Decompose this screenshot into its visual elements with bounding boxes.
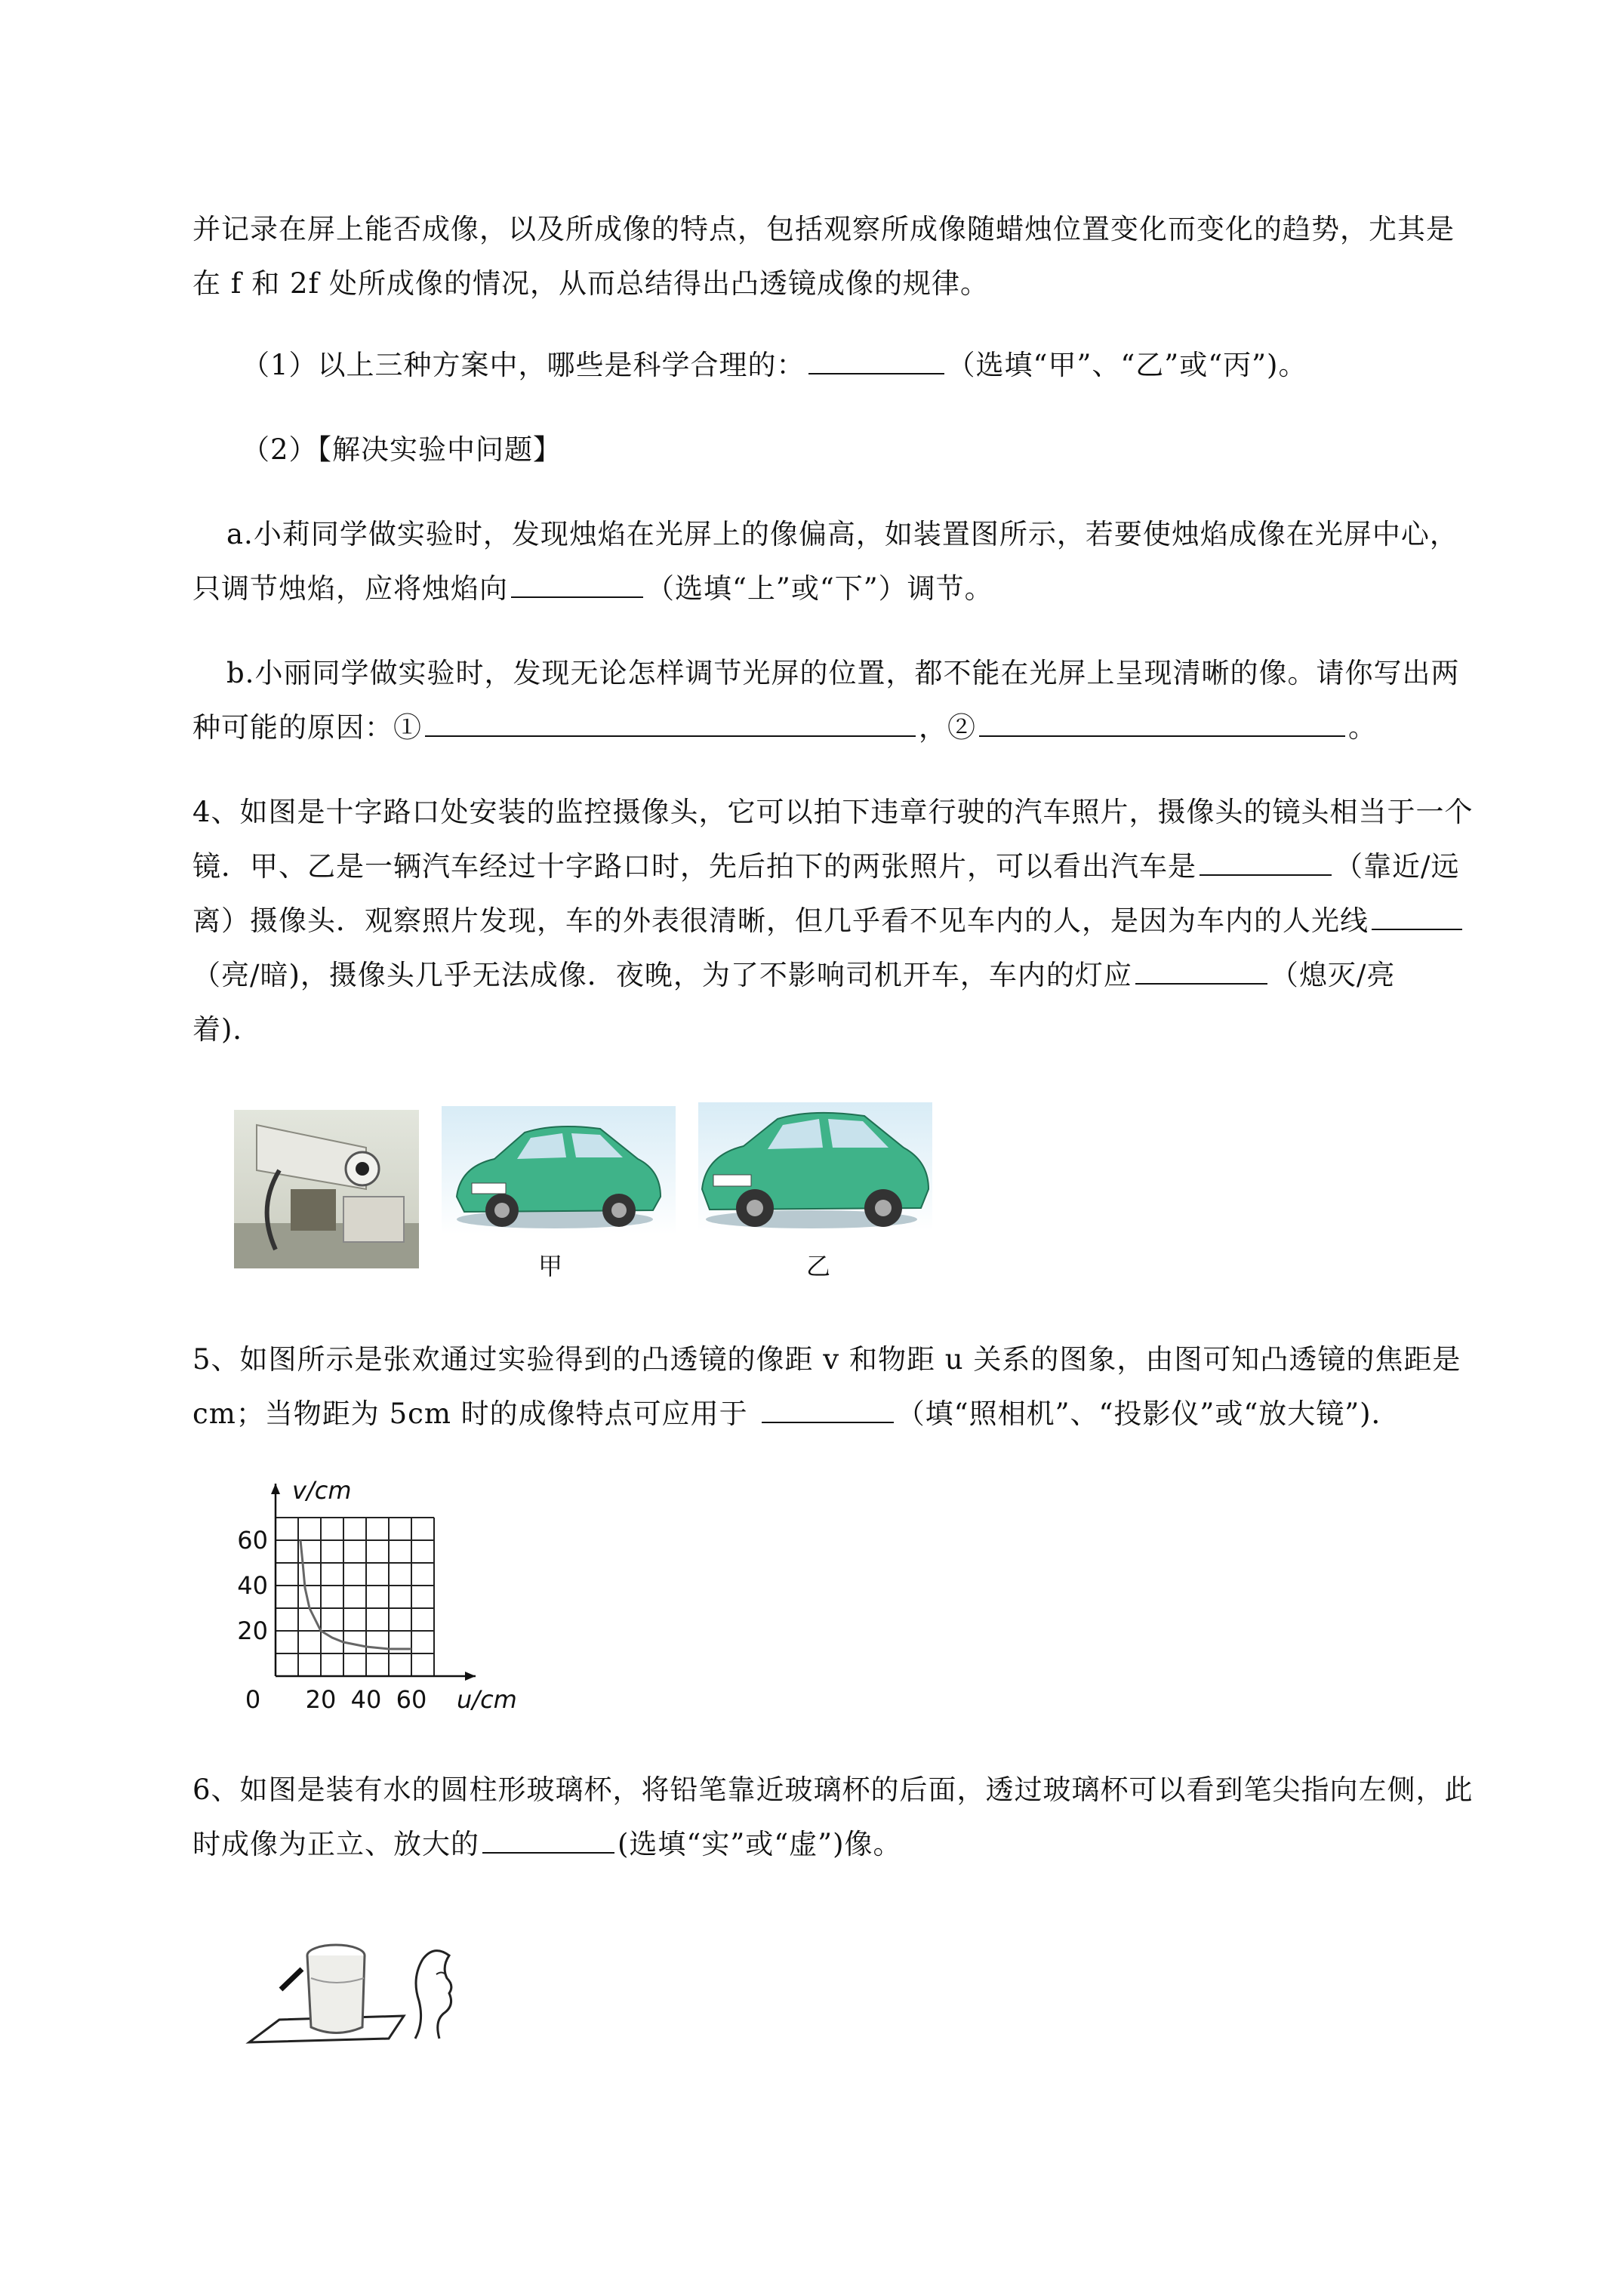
x-tick-label: 60 — [396, 1685, 427, 1714]
question-b-line2: 种可能的原因：① ，② 。 — [192, 711, 1377, 744]
car-illustration-yi — [698, 1102, 932, 1231]
question-4-line4: （亮/暗)，摄像头几乎无法成像．夜晚，为了不影响司机开车，车内的灯应 （熄灭/亮 — [192, 959, 1396, 991]
question-1: （1）以上三种方案中，哪些是科学合理的： （选填“甲”、“乙”或“丙”)。 — [242, 349, 1307, 381]
surveillance-camera-photo — [234, 1110, 419, 1268]
x-tick-label: 0 — [245, 1685, 261, 1714]
y-axis-label: v/cm — [292, 1476, 352, 1505]
y-tick-label: 20 — [237, 1616, 268, 1645]
answer-blank[interactable] — [808, 347, 944, 374]
y-tick-label: 60 — [237, 1526, 268, 1555]
x-tick-label: 40 — [350, 1685, 382, 1714]
answer-blank[interactable] — [979, 710, 1345, 737]
pencil-icon — [281, 1969, 302, 1989]
answer-blank[interactable] — [1372, 903, 1462, 930]
x-tick-label: 20 — [305, 1685, 337, 1714]
question-5-line1: 5、如图所示是张欢通过实验得到的凸透镜的像距 v 和物距 u 关系的图象，由图可知凸透镜的焦距是 — [192, 1343, 1461, 1376]
figure-label-yi: 乙 — [806, 1252, 831, 1281]
answer-blank[interactable] — [762, 1396, 894, 1423]
water-glass-icon — [307, 1955, 365, 2033]
answer-blank[interactable] — [425, 710, 916, 737]
x-axis-label: u/cm — [457, 1685, 517, 1714]
question-5-line2: cm；当物距为 5cm 时的成像特点可应用于 （填“照相机”、“投影仪”或“放大镜”)． — [192, 1398, 1400, 1430]
paragraph-line: 并记录在屏上能否成像，以及所成像的特点，包括观察所成像随蜡烛位置变化而变化的趋势，尤其是 — [192, 213, 1455, 245]
question-a-line1: a.小莉同学做实验时，发现烛焰在光屏上的像偏高，如装置图所示，若要使烛焰成像在光屏中心， — [226, 518, 1458, 550]
data-curve — [300, 1540, 411, 1649]
question-6-line2: 时成像为正立、放大的 (选填“实”或“虚”)像。 — [192, 1828, 902, 1860]
question-4-line3: 离）摄像头．观察照片发现，车的外表很清晰，但几乎看不见车内的人，是因为车内的人光线 — [192, 894, 1544, 948]
car-photo-jia — [442, 1106, 676, 1234]
car-photo-yi — [698, 1102, 932, 1231]
y-axis-arrow — [271, 1484, 280, 1494]
camera-illustration — [234, 1110, 419, 1268]
figure-label-jia: 甲 — [538, 1252, 563, 1281]
answer-blank[interactable] — [482, 1826, 614, 1854]
answer-blank[interactable] — [1200, 849, 1332, 876]
question-b-line1: b.小丽同学做实验时，发现无论怎样调节光屏的位置，都不能在光屏上呈现清晰的像。请你写出两 — [226, 657, 1460, 689]
question-4-line1: 4、如图是十字路口处安装的监控摄像头，它可以拍下违章行驶的汽车照片，摄像头的镜头相当于一个 — [192, 796, 1474, 828]
question-4-line2: 镜．甲、乙是一辆汽车经过十字路口时，先后拍下的两张照片，可以看出汽车是 （靠近/远 — [192, 850, 1460, 883]
question-2-heading: （2）【解决实验中问题】 — [242, 433, 562, 466]
question-4-line5: 着)． — [192, 1013, 262, 1046]
question-a-line2: 只调节烛焰，应将烛焰向 （选填“上”或“下”）调节。 — [192, 572, 993, 605]
answer-blank[interactable] — [1135, 957, 1267, 985]
image-distance-chart — [219, 1450, 536, 1721]
car-illustration-jia — [442, 1106, 676, 1234]
face-sketch-icon — [423, 1951, 451, 2039]
x-axis-arrow — [465, 1672, 476, 1681]
glass-pencil-figure — [242, 1933, 498, 2061]
question-6-line1: 6、如图是装有水的圆柱形玻璃杯，将铅笔靠近玻璃杯的后面，透过玻璃杯可以看到笔尖指向左侧，此 — [192, 1774, 1474, 1806]
paragraph-line: 在 f 和 2f 处所成像的情况，从而总结得出凸透镜成像的规律。 — [192, 267, 989, 300]
y-tick-label: 40 — [237, 1571, 268, 1600]
answer-blank[interactable] — [511, 571, 643, 598]
